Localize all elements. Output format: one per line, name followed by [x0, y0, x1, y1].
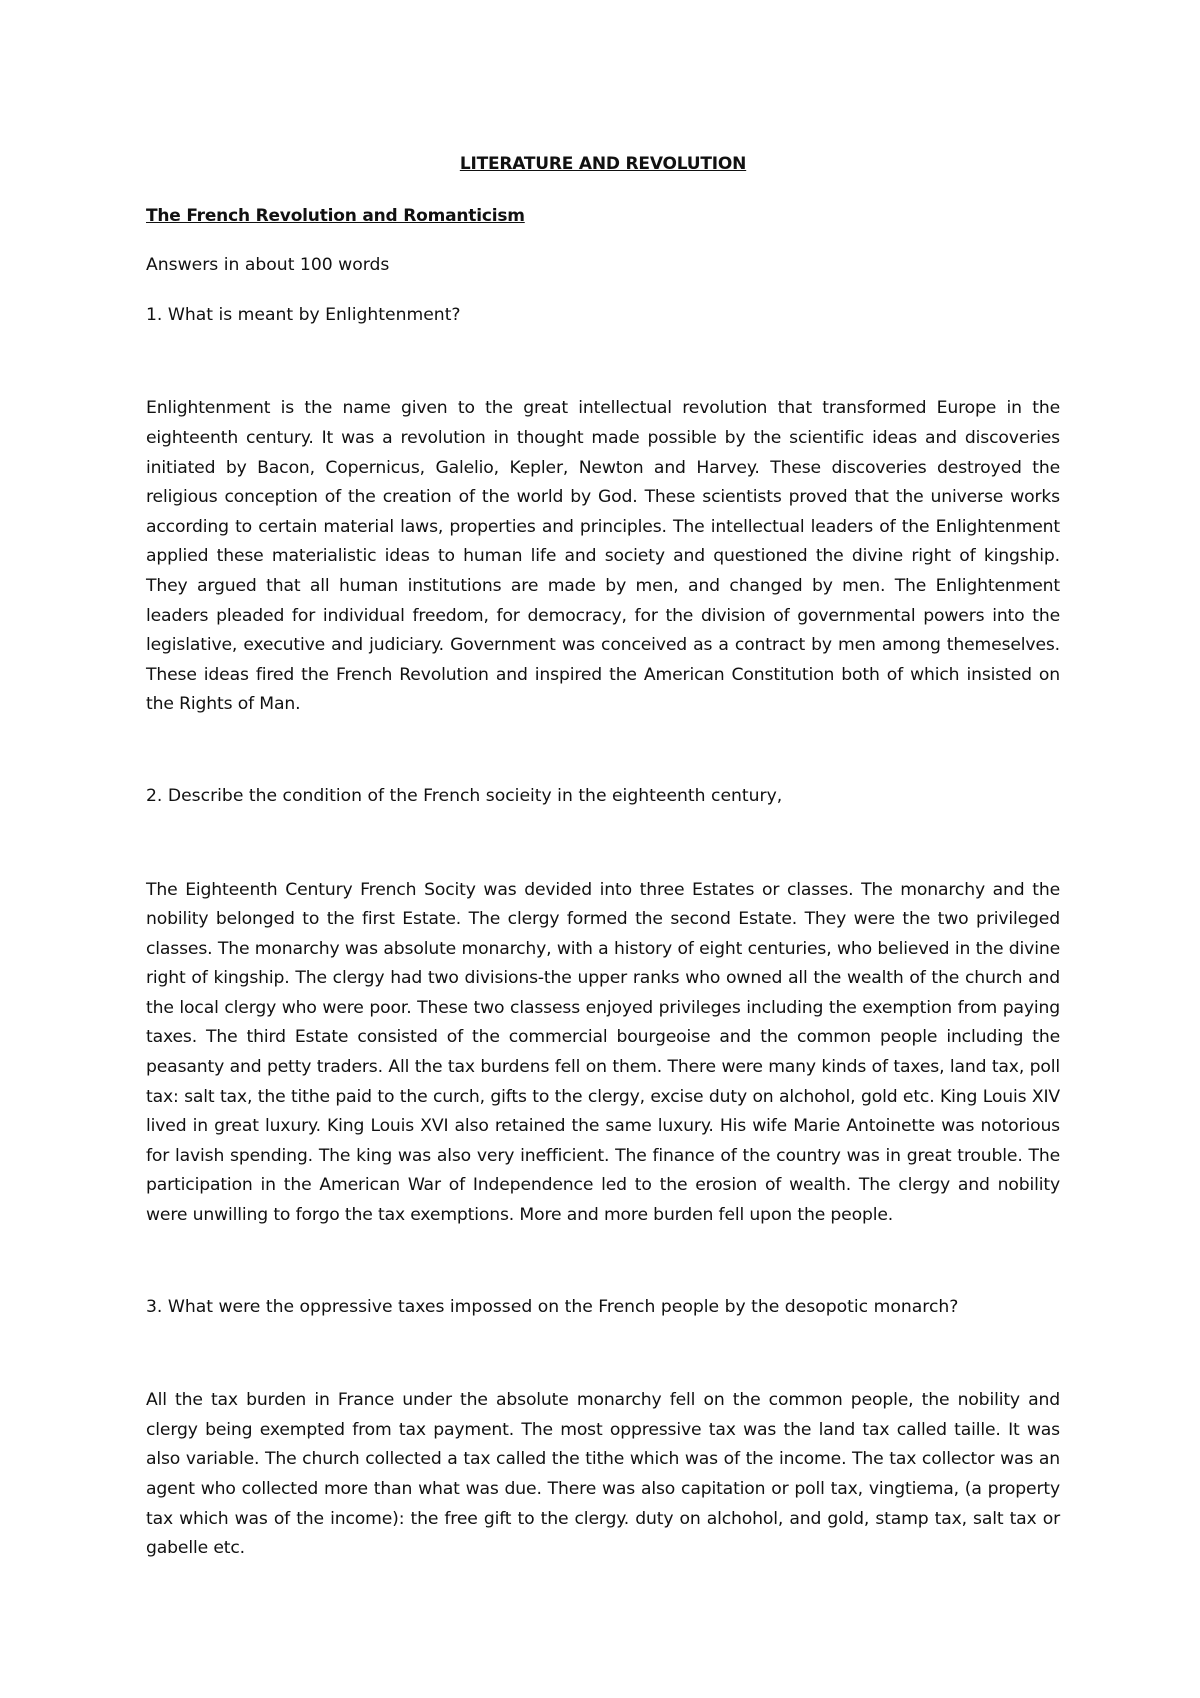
instructions-text: Answers in about 100 words	[146, 255, 390, 276]
spacer	[146, 1231, 1060, 1293]
spacer	[146, 720, 1060, 782]
question-1: 1. What is meant by Enlightenment?	[146, 304, 461, 325]
document-title: LITERATURE AND REVOLUTION	[459, 154, 747, 174]
spacer	[146, 812, 1060, 876]
answer-1: Enlightenment is the name given to the great intellectual revolution that transformed Europe in the eighteenth century. It was a revolution in thought made possible by the scientific ideas and discoveries initiated by Bacon, Copernicus, Galelio, Kepler, Newton and Harvey. These discoveries destroyed the religious conception of the creation of the world by God. These scientists proved that the universe works according to certain material laws, properties and principles. The intellectual leaders of the Enlightenment applied these materialistic ideas to human life and society and questioned the divine right of kingship. They argued that all human institutions are made by men, and changed by men. The Enlightenment leaders pleaded for individual freedom, for democracy, for the division of governmental powers into the legislative, executive and judiciary. Government was conceived as a contract by men among themeselves. These ideas fired the French Revolution and inspired the American Constitution both of which insisted on the Rights of Man.	[146, 398, 1060, 715]
document-body	[146, 150, 1060, 1564]
question-2: 2. Describe the condition of the French socieity in the eighteenth century,	[146, 785, 783, 806]
document-subtitle: The French Revolution and Romanticism	[146, 205, 525, 226]
spacer	[146, 330, 1060, 394]
question-3: 3. What were the oppressive taxes impossed on the French people by the desopotic monarch?	[146, 1296, 959, 1317]
answer-3: All the tax burden in France under the absolute monarchy fell on the common people, the nobility and clergy being exempted from tax payment. The most oppressive tax was the land tax called taille. It was also variable. The church collected a tax called the tithe which was of the income. The tax collector was an agent who collected more than what was due. There was also capitation or poll tax, vingtiema, (a property tax which was of the income): the free gift to the clergy. duty on alchohol, and gold, stamp tax, salt tax or gabelle etc.	[146, 1390, 1060, 1559]
answer-2: The Eighteenth Century French Socity was devided into three Estates or classes. The monarchy and the nobility belonged to the first Estate. The clergy formed the second Estate. They were the two privileged classes. The monarchy was absolute monarchy, with a history of eight centuries, who believed in the divine right of kingship. The clergy had two divisions-the upper ranks who owned all the wealth of the church and the local clergy who were poor. These two classess enjoyed privileges including the exemption from paying taxes. The third Estate consisted of the commercial bourgeoise and the common people including the peasanty and petty traders. All the tax burdens fell on them. There were many kinds of taxes, land tax, poll tax: salt tax, the tithe paid to the curch, gifts to the clergy, excise duty on alchohol, gold etc. King Louis XIV lived in great luxury. King Louis XVI also retained the same luxury. His wife Marie Antoinette was notorious for lavish spending. The king was also very inefficient. The finance of the country was in great trouble. The participation in the American War of Independence led to the erosion of wealth. The clergy and nobility were unwilling to forgo the tax exemptions. More and more burden fell upon the people.	[146, 879, 1060, 1226]
spacer	[146, 1322, 1060, 1386]
